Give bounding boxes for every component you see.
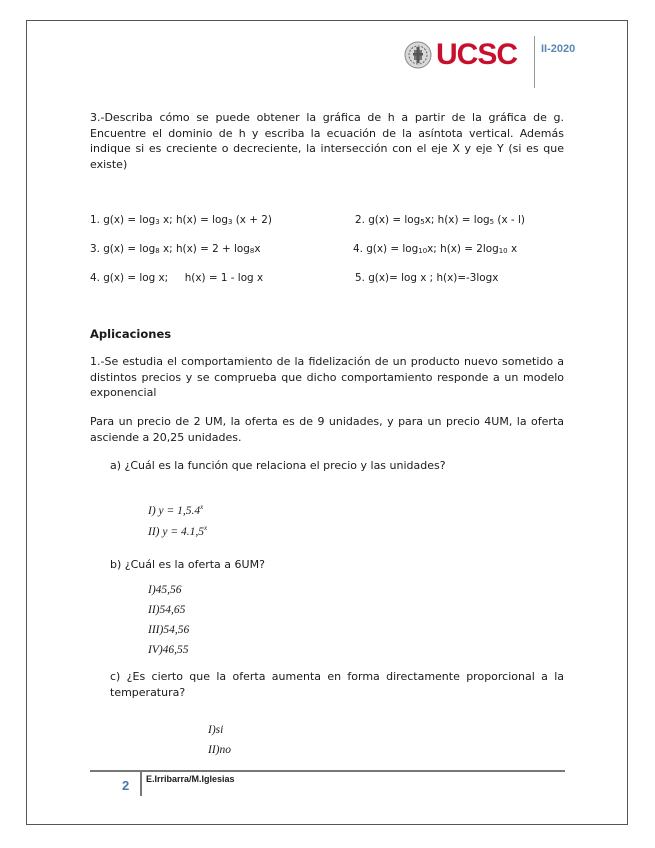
function-pair-1 [90, 214, 272, 226]
option-c2: II)no [208, 744, 231, 756]
question-a: a) ¿Cuál es la función que relaciona el precio y las unidades? [110, 459, 446, 472]
function-pair-2 [355, 214, 525, 226]
formula-text: x; h(x) = log [159, 214, 228, 226]
function-pair-4 [353, 243, 517, 255]
option-text: II) y = 4.1,5 [148, 525, 204, 538]
semester-label: II-2020 [541, 43, 576, 55]
problem-1-statement: 1.-Se estudia el comportamiento de la fidelización de un producto nuevo sometido a distintos precios y se comprueba que dicho comportamiento responde a un modelo exponencial [90, 355, 564, 399]
exercise-3-prompt: 3.-Describa cómo se puede obtener la gráfica de h a partir de la gráfica de g. Encuentre el dominio de h y escriba la ecuación de la asíntota vertical. Además indique si es creciente o decreciente, la intersección con el eje X y eje Y (si es que existe) [90, 111, 564, 171]
formula-text: 1. g(x) = log [90, 214, 156, 226]
log-base: 8 [249, 247, 255, 255]
university-seal-icon [404, 41, 432, 69]
option-a2 [148, 524, 207, 538]
option-text: I) y = 1,5.4 [148, 504, 201, 517]
log-base: 5 [489, 218, 495, 226]
question-c: c) ¿Es cierto que la oferta aumenta en forma directamente proporcional a la temperatura? [110, 670, 564, 699]
function-pair-3 [90, 243, 261, 255]
function-pair-5: 4. g(x) = log x; h(x) = 1 - log x [90, 272, 264, 284]
ucsc-logo [404, 38, 517, 72]
option-b1: I)45,56 [148, 584, 182, 596]
exponent: x [203, 524, 208, 532]
log-base: 8 [155, 247, 160, 255]
footer-rule [90, 770, 565, 772]
option-a1 [148, 503, 203, 517]
logo-divider [534, 36, 535, 88]
formula-text: 2. g(x) = log [355, 214, 421, 226]
option-b4: IV)46,55 [148, 644, 189, 656]
question-b: b) ¿Cuál es la oferta a 6UM? [110, 558, 265, 571]
log-base: 3 [155, 218, 160, 226]
applications-heading: Aplicaciones [90, 327, 172, 341]
formula-text: (x - l) [494, 214, 525, 226]
log-base: 10 [498, 247, 508, 255]
logo-text: UCSC [436, 38, 518, 71]
problem-1-data: Para un precio de 2 UM, la oferta es de 9 unidades, y para un precio 4UM, la oferta asciende a 20,25 unidades. [90, 415, 564, 444]
formula-text: x; h(x) = 2log [427, 243, 499, 255]
option-b2: II)54,65 [148, 604, 186, 616]
page-number: 2 [122, 778, 130, 793]
formula-text: 3. g(x) = log [90, 243, 156, 255]
exponent: x [200, 503, 204, 511]
option-c1: I)si [208, 724, 224, 736]
footer-authors: E.Irribarra/M.Iglesias [146, 774, 235, 784]
formula-text: (x + 2) [232, 214, 272, 226]
log-base: 10 [418, 247, 428, 255]
option-b3: III)54,56 [148, 624, 190, 636]
footer-divider [140, 772, 142, 796]
log-base: 3 [227, 218, 233, 226]
log-base: 5 [420, 218, 425, 226]
formula-text: x; h(x) = 2 + log [159, 243, 250, 255]
formula-text: x [254, 243, 261, 255]
formula-text: x; h(x) = log [424, 214, 490, 226]
formula-text: x [507, 243, 518, 255]
function-pair-6: 5. g(x)= log x ; h(x)=-3logx [355, 272, 499, 284]
formula-text: 4. g(x) = log [353, 243, 419, 255]
